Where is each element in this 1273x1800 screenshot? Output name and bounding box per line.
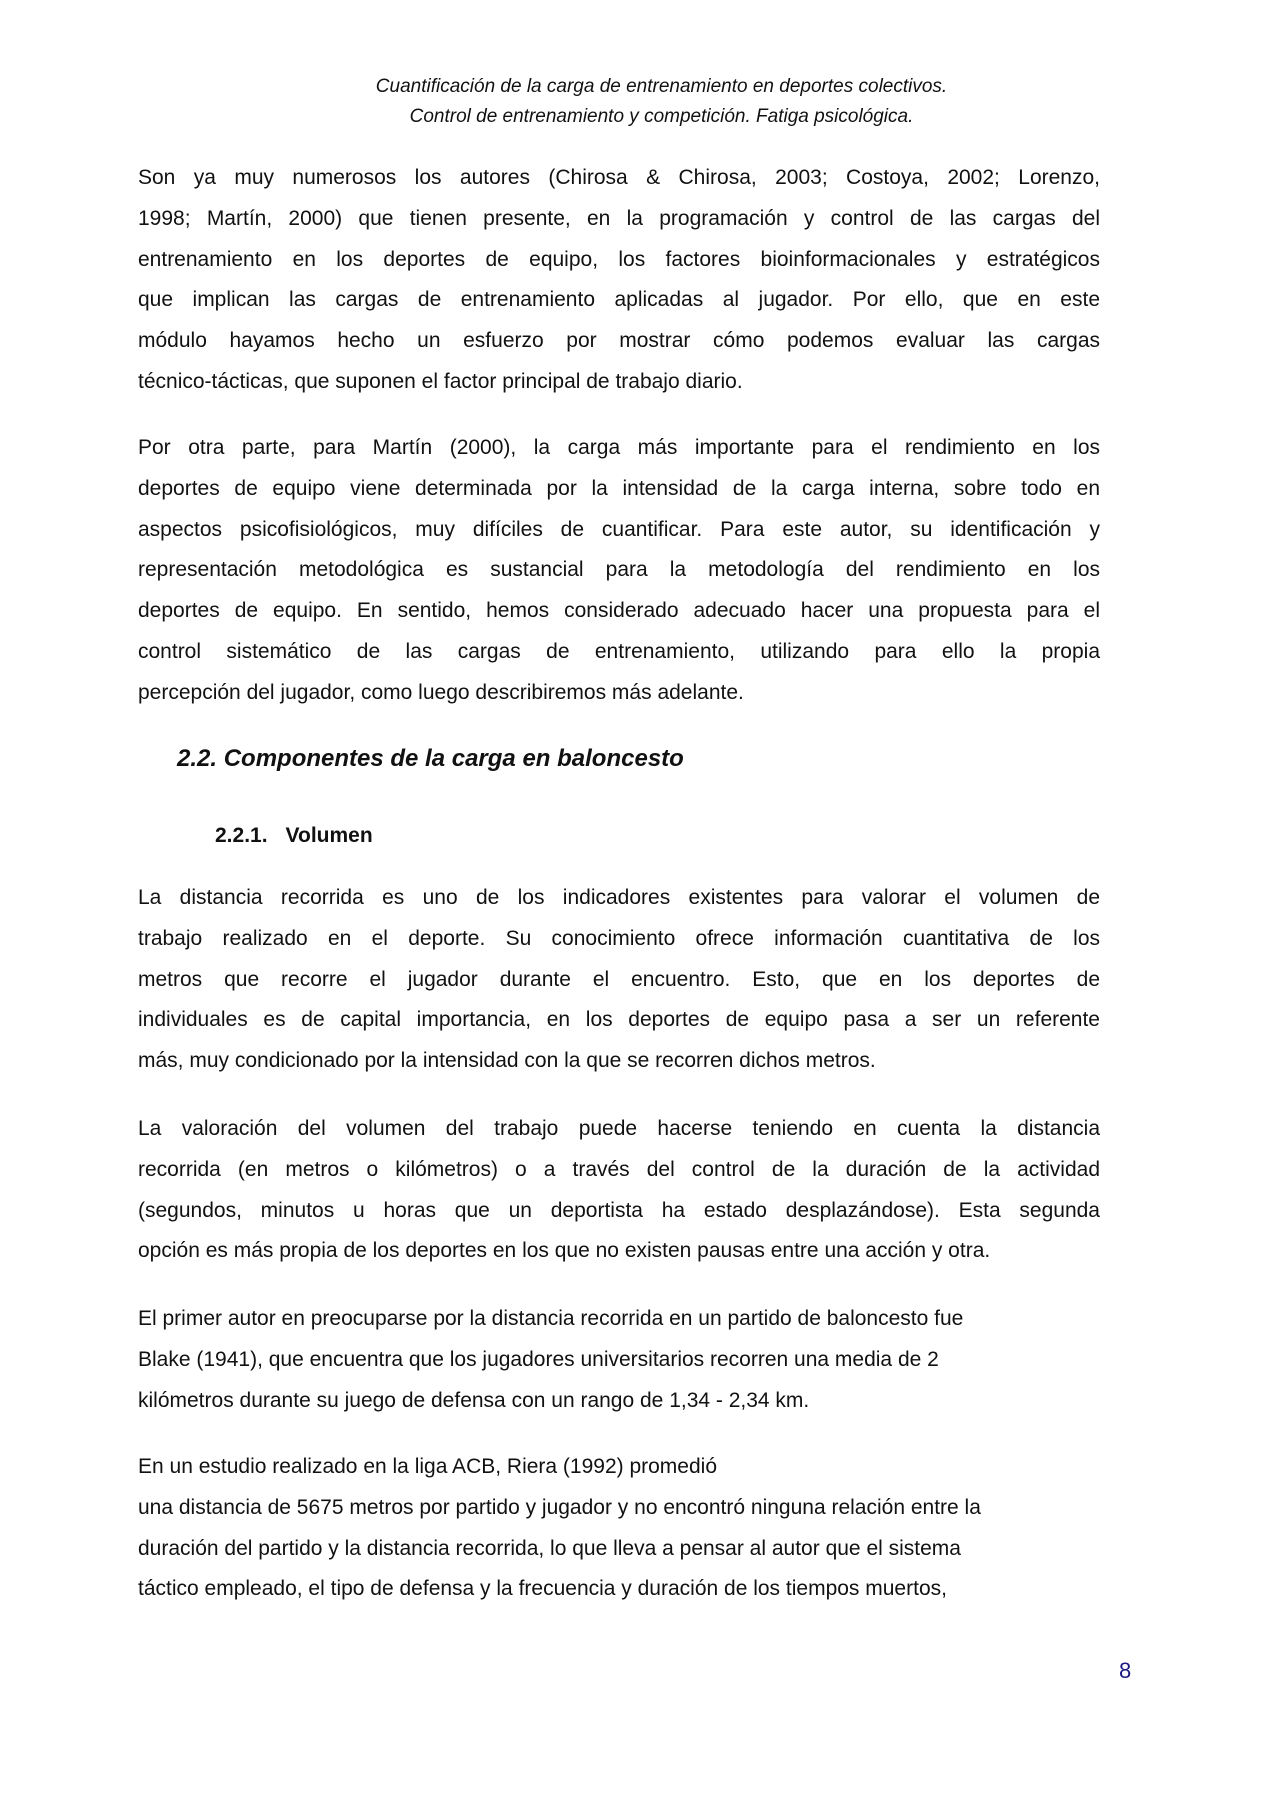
text-line: La valoración del volumen del trabajo puede hacerse teniendo en cuenta la distancia xyxy=(138,1117,1100,1140)
text-line: deportes de equipo. En sentido, hemos considerado adecuado hacer una propuesta para el xyxy=(138,599,1100,623)
text-line: módulo hayamos hecho un esfuerzo por mostrar cómo podemos evaluar las cargas xyxy=(138,329,1100,353)
text-line: duración del partido y la distancia recorrida, lo que lleva a pensar al autor que el sistema xyxy=(138,1536,961,1560)
text-line: técnico-tácticas, que suponen el factor principal de trabajo diario. xyxy=(138,369,743,393)
text-line: control sistemático de las cargas de entrenamiento, utilizando para ello la propia xyxy=(138,639,1100,663)
text-line: Por otra parte, para Martín (2000), la carga más importante para el rendimiento en los xyxy=(138,436,1100,459)
paragraph-4 xyxy=(138,1109,1100,1272)
text-line: trabajo realizado en el deporte. Su conocimiento ofrece información cuantitativa de los xyxy=(138,926,1100,950)
text-line: opción es más propia de los deportes en los que no existen pausas entre una acción y otra. xyxy=(138,1239,991,1263)
text-line: Son ya muy numerosos los autores (Chirosa & Chirosa, 2003; Costoya, 2002; Lorenzo, xyxy=(138,166,1100,189)
text-line: una distancia de 5675 metros por partido y jugador y no encontró ninguna relación entre la xyxy=(138,1495,981,1519)
subsection-number: 2.2.1. xyxy=(215,824,268,847)
paragraph-3 xyxy=(138,878,1100,1082)
text-line: individuales es de capital importancia, en los deportes de equipo pasa a ser un referente xyxy=(138,1008,1100,1032)
text-line: El primer autor en preocuparse por la distancia recorrida en un partido de baloncesto fue xyxy=(138,1307,964,1330)
text-line: (segundos, minutos u horas que un deportista ha estado desplazándose). Esta segunda xyxy=(138,1198,1100,1222)
text-line: recorrida (en metros o kilómetros) o a través del control de la duración de la actividad xyxy=(138,1157,1100,1181)
running-header xyxy=(0,72,1273,132)
page-number: 8 xyxy=(1119,1658,1132,1683)
text-line: En un estudio realizado en la liga ACB, Riera (1992) promedió xyxy=(138,1455,718,1478)
header-line-2: Control de entrenamiento y competición. Fatiga psicológica. xyxy=(409,106,914,127)
text-line: La distancia recorrida es uno de los indicadores existentes para valorar el volumen de xyxy=(138,886,1100,909)
section-heading: 2.2. Componentes de la carga en baloncesto xyxy=(177,745,684,772)
subsection-title: Volumen xyxy=(285,824,373,847)
text-line: metros que recorre el jugador durante el encuentro. Esto, que en los deportes de xyxy=(138,967,1100,991)
text-line: entrenamiento en los deportes de equipo, los factores bioinformacionales y estratégicos xyxy=(138,247,1100,271)
paragraph-1 xyxy=(138,158,1100,403)
text-line: Blake (1941), que encuentra que los jugadores universitarios recorren una media de 2 xyxy=(138,1347,939,1371)
text-line: aspectos psicofisiológicos, muy difíciles de cuantificar. Para este autor, su identificación y xyxy=(138,517,1100,541)
subsection-heading xyxy=(215,824,373,848)
text-line: 1998; Martín, 2000) que tienen presente, en la programación y control de las cargas del xyxy=(138,206,1100,230)
text-line: deportes de equipo viene determinada por la intensidad de la carga interna, sobre todo en xyxy=(138,476,1100,500)
paragraph-6 xyxy=(138,1447,1100,1610)
text-line: representación metodológica es sustancial para la metodología del rendimiento en los xyxy=(138,558,1100,582)
text-line: táctico empleado, el tipo de defensa y la frecuencia y duración de los tiempos muertos, xyxy=(138,1577,947,1601)
text-line: que implican las cargas de entrenamiento aplicadas al jugador. Por ello, que en este xyxy=(138,288,1100,312)
text-line: más, muy condicionado por la intensidad con la que se recorren dichos metros. xyxy=(138,1049,876,1073)
paragraph-5 xyxy=(138,1299,1100,1421)
header-line-1: Cuantificación de la carga de entrenamiento en deportes colectivos. xyxy=(375,76,948,97)
text-line: kilómetros durante su juego de defensa con un rango de 1,34 - 2,34 km. xyxy=(138,1388,810,1412)
text-line: percepción del jugador, como luego describiremos más adelante. xyxy=(138,680,744,704)
paragraph-2 xyxy=(138,428,1100,714)
